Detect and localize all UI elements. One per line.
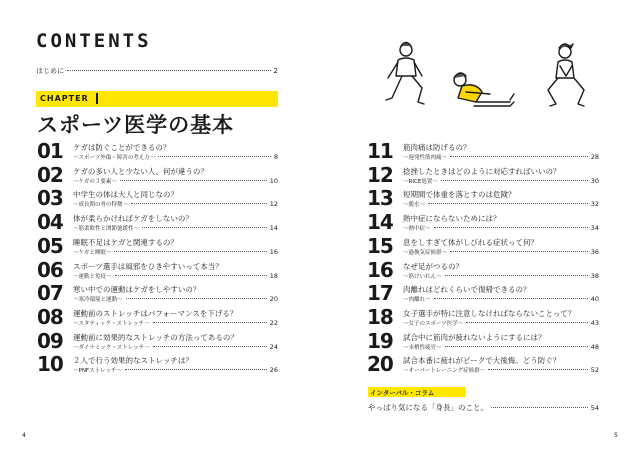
entry-subrow [73,295,278,303]
contents-title: CONTENTS [36,30,152,52]
entry-page: 52 [590,366,599,375]
intro-row[interactable] [36,66,278,76]
entry-number: 15 [367,233,393,258]
entry-question: 試合本番に疲れがピークで大後悔。どう防ぐ？ [403,356,561,366]
entry-question: 運動前に効果的なストレッチの方法ってあるの？ [73,332,238,342]
entry-number: 03 [37,186,63,211]
entry-subtitle: 〜熱中症〜 [403,226,431,233]
entry-page: 48 [590,342,599,351]
entry-subrow [403,248,599,256]
leader-dots [450,251,588,252]
entry-question: 運動前のストレッチはパフォーマンスを下げる？ [73,308,238,318]
entry-question: 寒い中での運動はケガをしやすいの？ [73,285,201,295]
page-number-right: 5 [614,432,618,439]
entry-question: 女子選手が特に注意しなければならないことって？ [403,308,576,318]
entry-page: 8 [273,153,278,161]
leader-dots [428,203,588,204]
entry-page: 14 [269,224,278,233]
entry-number: 14 [367,210,393,235]
entry-subrow [403,177,599,185]
leader-dots [445,346,588,347]
leader-dots [67,70,271,71]
entry-page: 10 [269,176,278,185]
entry-subtitle: 〜女子のスポーツ医学〜 [403,320,464,327]
leader-dots [131,203,267,204]
entry-question: スポーツ選手は風邪をひきやすいって本当？ [73,261,223,271]
entry-subtitle: 〜寒冷環境と運動〜 [73,297,123,304]
entry-subtitle: 〜肉離れ〜 [403,297,431,304]
toc-entry[interactable] [367,282,599,308]
toc-entry[interactable] [367,259,599,285]
leader-dots [466,322,587,323]
entry-subrow [73,177,278,185]
leader-dots [153,346,267,347]
leader-dots [158,156,271,157]
entry-subrow [403,343,599,351]
entry-question: 肉離れはどれくらいで復帰できるの？ [403,285,531,295]
leader-dots [126,298,267,299]
entry-subtitle: 〜スタティック・ストレッチ〜 [73,320,150,327]
entry-subtitle: 〜成長期の骨の特徴〜 [73,202,129,209]
toc-entry[interactable] [367,235,599,261]
entry-subtitle: 〜PNFストレッチ〜 [73,368,123,375]
leader-dots [153,322,267,323]
entry-number: 09 [37,328,63,353]
entry-page: 16 [269,247,278,256]
entry-subrow [403,153,599,161]
intro-label: はじめに [36,67,64,75]
entry-subrow [73,153,278,161]
entry-subtitle: 〜遅発性筋肉痛〜 [403,155,448,161]
entry-number: 12 [367,162,393,187]
entry-page: 36 [590,247,599,256]
entry-subtitle: 〜ケガの３要素〜 [73,178,117,185]
leader-dots [125,369,267,370]
leader-dots [434,298,588,299]
toc-entry[interactable] [37,353,278,379]
entry-page: 20 [269,295,278,304]
toc-entry[interactable] [37,282,278,308]
intro-page: 2 [273,67,278,75]
entry-question: なぜ足がつるの？ [403,261,463,271]
entry-subtitle: 〜過換気症候群〜 [403,249,448,256]
entry-number: 02 [37,162,63,187]
toc-entry[interactable] [367,211,599,237]
entry-page: 32 [590,200,599,209]
entry-subtitle: 〜ダイナミック・ストレッチ〜 [73,344,150,351]
entry-number: 10 [37,352,63,377]
entry-question: 試合中に筋肉が疲れないようにするには？ [403,332,546,342]
entry-subtitle: 〜RICE処置〜 [403,178,438,185]
entry-question: 熱中症にならないためには？ [403,214,501,224]
toc-entry[interactable] [367,330,599,356]
toc-entry[interactable] [37,235,278,261]
entry-page: 12 [269,200,278,209]
entry-subtitle: 〜脱水〜 [403,202,426,209]
chapter-title: スポーツ医学の基本 [37,113,235,137]
entry-subtitle: 〜スポーツ外傷・障害の考え方〜 [73,155,156,161]
entry-subrow [403,319,599,327]
interval-column-page: 54 [590,404,599,412]
entry-page: 43 [590,318,599,327]
entry-number: 05 [37,233,63,258]
entry-number: 17 [367,281,393,306]
entry-number: 07 [37,281,63,306]
toc-entry[interactable] [367,353,599,379]
toc-entry[interactable] [37,164,278,190]
entry-subrow [403,224,599,232]
toc-entry[interactable] [37,140,278,166]
toc-entry[interactable] [37,330,278,356]
entry-number: 20 [367,352,393,377]
entry-number: 16 [367,257,393,282]
leader-dots [491,407,588,408]
entry-subtitle: 〜筋柔軟性と関節弛緩性〜 [73,226,140,233]
entry-subrow [403,295,599,303]
entry-number: 08 [37,304,63,329]
leader-dots [142,227,267,228]
leader-dots [120,180,267,181]
leader-dots [115,275,267,276]
entry-question: 捻挫したときはどのように対応すればいいの？ [403,166,561,176]
entry-page: 40 [590,295,599,304]
entry-subrow [73,248,278,256]
interval-column-label: インターバル・コラム [370,389,435,397]
entry-page: 28 [590,153,599,161]
leader-dots [114,251,266,252]
entry-subrow [73,272,278,280]
entry-question: 息をしすぎて体がしびれる症状って何？ [403,237,538,247]
entry-page: 38 [590,271,599,280]
entry-question: 短期間で体重を落とすのは危険？ [403,190,516,200]
toc-entry[interactable] [37,259,278,285]
entry-question: 体が柔らかければケガをしないの？ [73,214,193,224]
entry-subtitle: 〜筋けいれん〜 [403,273,442,280]
entry-subrow [73,200,278,208]
entry-page: 30 [590,176,599,185]
entry-number: 11 [367,139,393,163]
leader-dots [445,275,588,276]
toc-entry[interactable] [37,187,278,213]
toc-entry[interactable] [367,187,599,213]
entry-number: 19 [367,328,393,353]
entry-number: 18 [367,304,393,329]
entry-subrow [73,366,278,374]
entry-page: 34 [590,224,599,233]
toc-entry[interactable] [367,164,599,190]
entry-page: 26 [269,366,278,375]
entry-question: ケガは防ぐことができるの？ [73,143,171,152]
leader-dots [434,227,588,228]
entry-page: 22 [269,318,278,327]
entry-subtitle: 〜オーバートレーニング症候群〜 [403,368,486,375]
toc-entry[interactable] [37,211,278,237]
entry-subtitle: 〜ケガと睡眠〜 [73,249,112,256]
entry-subrow [73,319,278,327]
toc-entry[interactable] [37,306,278,332]
chapter-label: CHAPTER [40,94,89,103]
entry-question: 筋肉痛は防げるの？ [403,143,471,152]
entry-subrow [403,200,599,208]
entry-subrow [403,272,599,280]
entry-number: 04 [37,210,63,235]
entry-subrow [73,343,278,351]
entry-page: 24 [269,342,278,351]
toc-entry[interactable] [367,306,599,332]
entry-question: ケガの多い人と少ない人、何が違うの？ [73,166,208,176]
leader-dots [488,369,588,370]
leader-dots [441,180,588,181]
entry-question: 睡眠不足はケガと関連するの？ [73,237,178,247]
chapter-divider [96,93,98,104]
entry-subtitle: 〜末梢性疲労〜 [403,344,442,351]
leader-dots [450,156,588,157]
entry-number: 06 [37,257,63,282]
stretching-people-illustration [380,40,620,125]
page-number-left: 4 [22,432,26,439]
entry-subtitle: 〜運動と免疫〜 [73,273,112,280]
entry-question: 中学生の体は大人と同じなの？ [73,190,178,200]
entry-page: 18 [269,271,278,280]
entry-subrow [73,224,278,232]
entry-number: 01 [37,139,63,163]
interval-column-title: やっぱり気になる「身長」のこと。 [368,403,488,412]
interval-column-row[interactable] [368,402,599,413]
entry-number: 13 [367,186,393,211]
entry-question: ２人で行う効果的なストレッチは？ [73,356,193,366]
entry-subrow [403,366,599,374]
toc-entry[interactable] [367,140,599,166]
